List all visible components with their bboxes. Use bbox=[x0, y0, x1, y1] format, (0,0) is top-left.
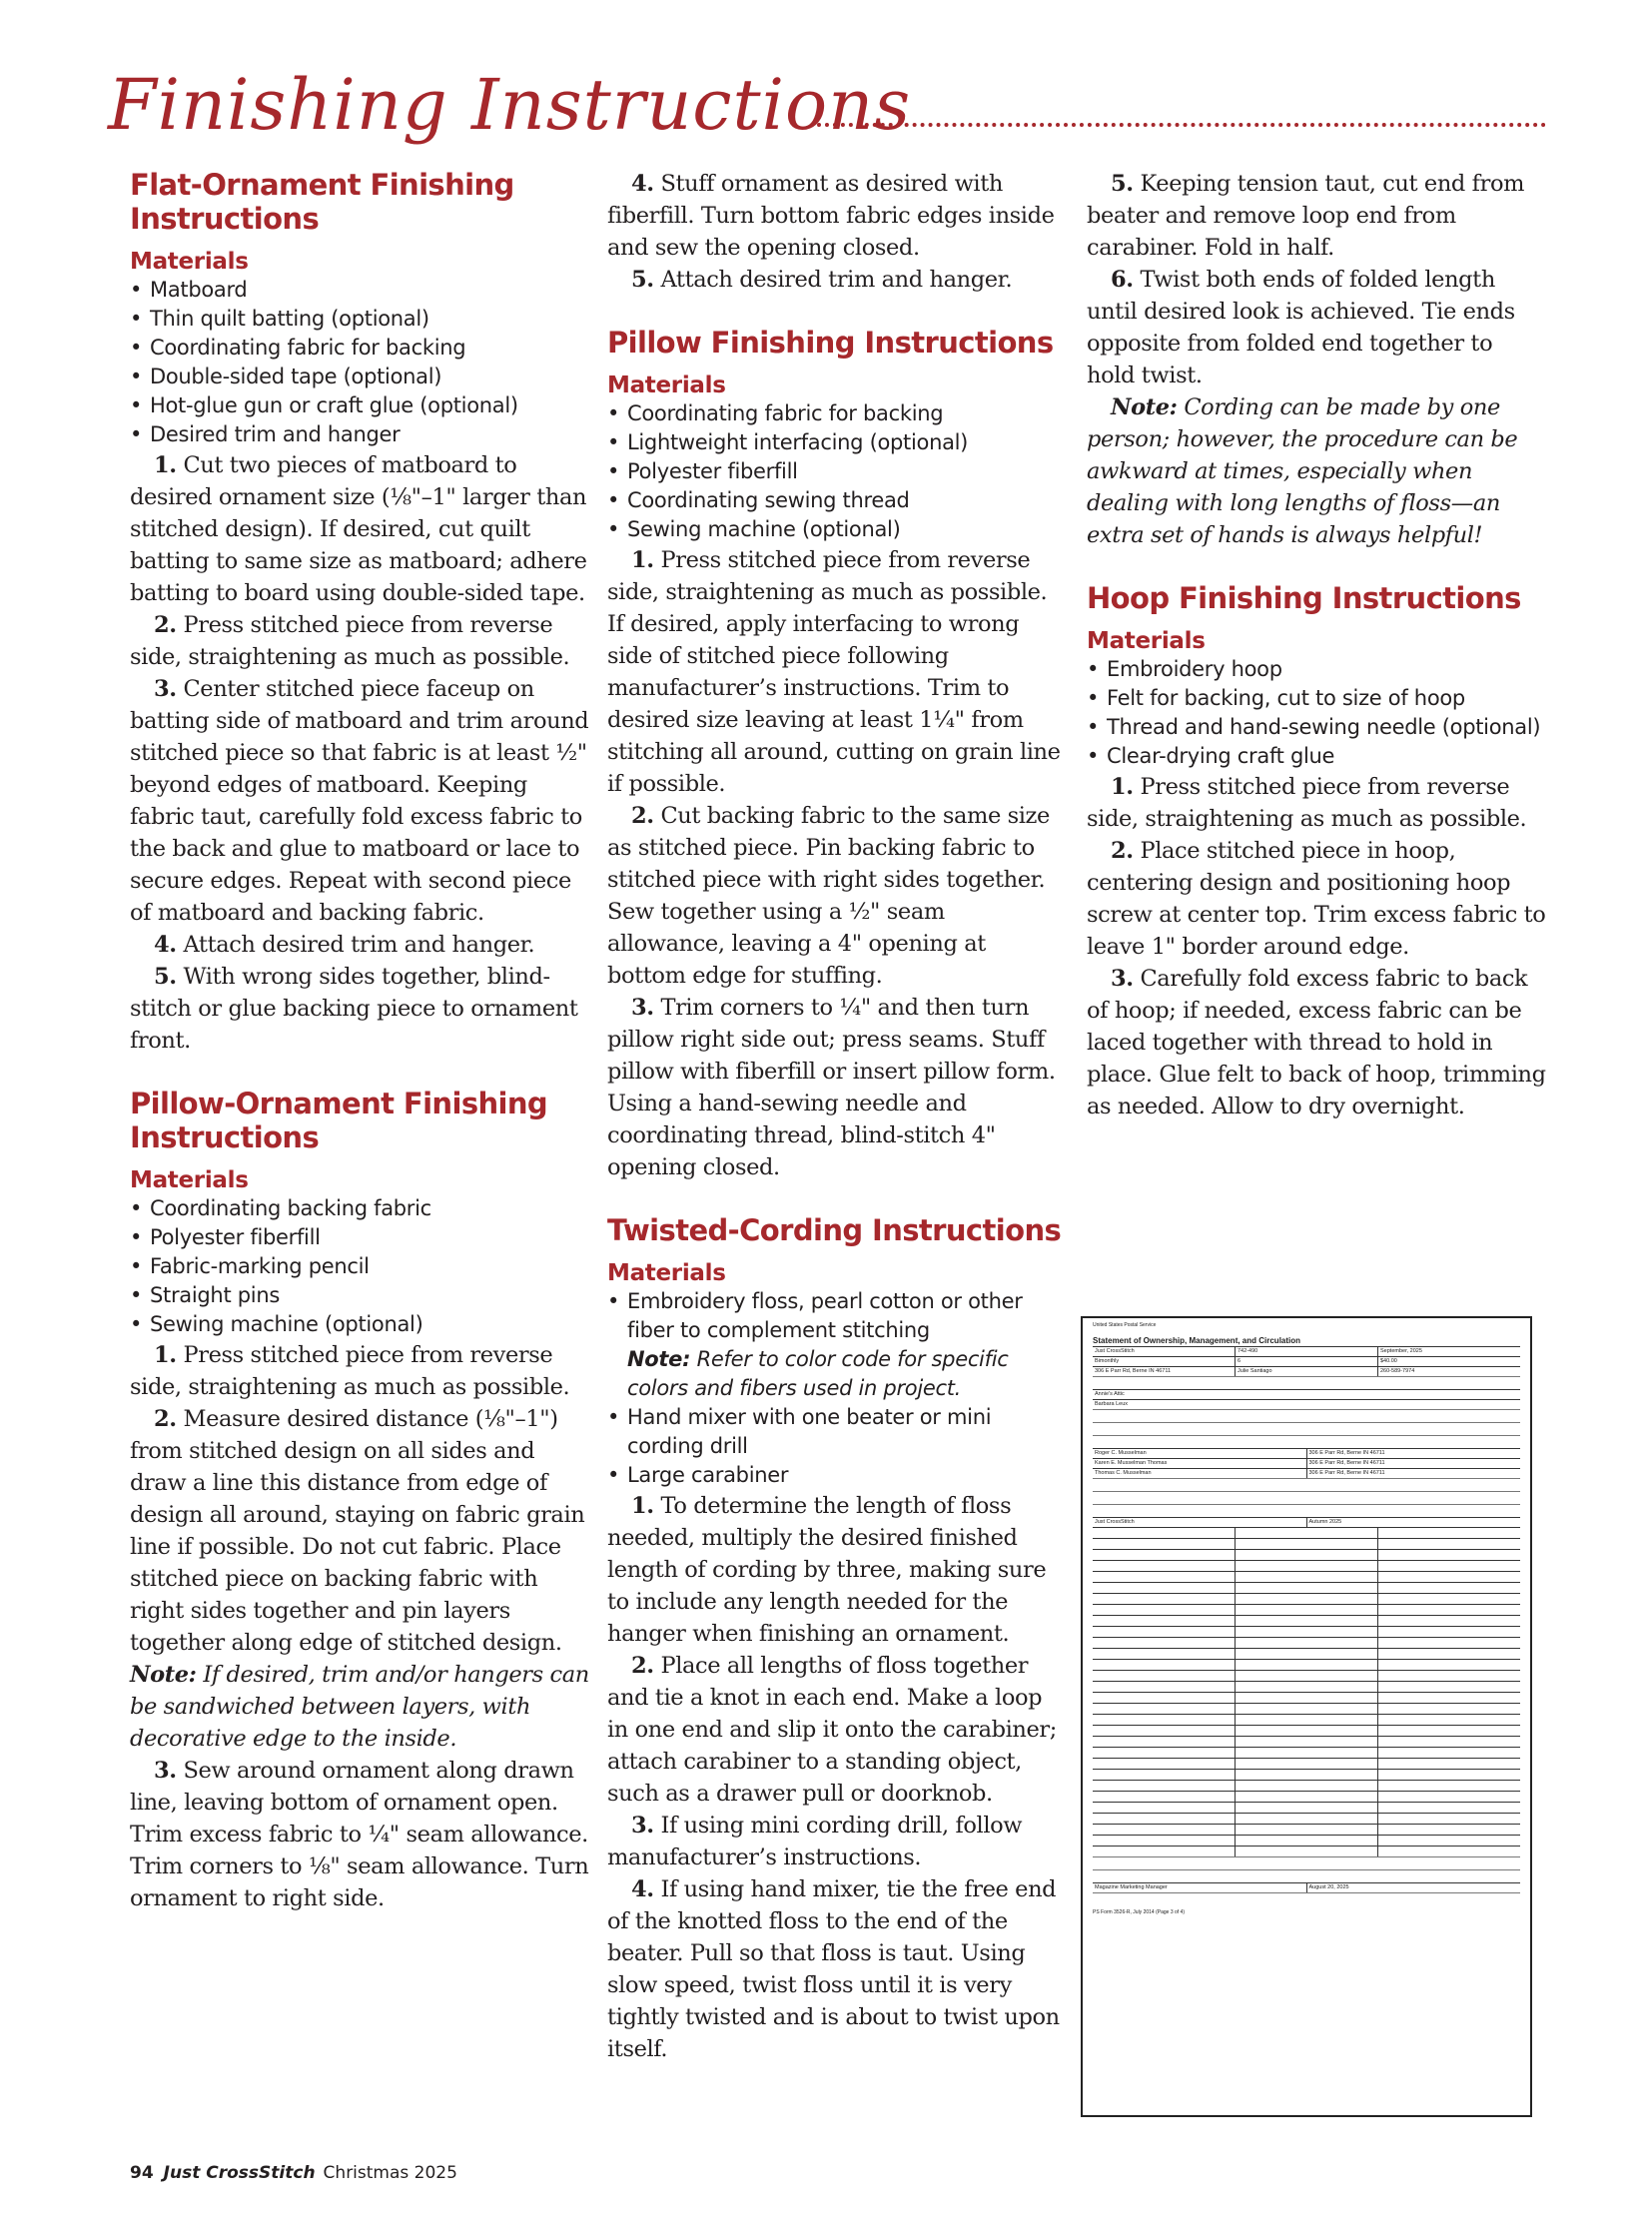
hoop-heading: Hoop Finishing Instructions bbox=[1087, 581, 1521, 615]
page-number: 94 bbox=[130, 2163, 154, 2183]
materials-list bbox=[607, 399, 1067, 544]
form-id: PS Form 3526-R, July 2014 (Page 3 of 4) bbox=[1093, 1909, 1185, 1915]
form-row: 306 E Parr Rd, Berne IN 46711 Julie Santiago 260-589-7974 bbox=[1093, 1366, 1520, 1376]
page-header bbox=[108, 60, 1546, 150]
list-item: • Matboard bbox=[130, 276, 589, 305]
list-item: • Hand mixer with one beater or mini cording drill bbox=[607, 1403, 1067, 1461]
step: 1. Press stitched piece from reverse side, straightening as much as possible. bbox=[1087, 774, 1527, 832]
column-2 bbox=[607, 168, 1067, 2095]
list-item: • Lightweight interfacing (optional) bbox=[607, 428, 1067, 457]
pillow-heading: Pillow Finishing Instructions bbox=[607, 326, 1054, 360]
materials-list bbox=[130, 276, 589, 449]
form-row: Barbara Leux bbox=[1093, 1399, 1520, 1409]
step: 2. Place stitched piece in hoop, centering design and positioning hoop screw at center top. Trim excess fabric to leave 1" border around edge. bbox=[1087, 838, 1546, 960]
step: 6. Twist both ends of folded length until desired look is achieved. Tie ends opposite from folded end together to hold twist. bbox=[1087, 267, 1515, 388]
list-item: • Thread and hand-sewing needle (optional) bbox=[1087, 713, 1546, 742]
materials-note: Note: Refer to color code for specific colors and fibers used in project. bbox=[627, 1347, 1009, 1400]
cording-note: Note: Cording can be made by one person; however, the procedure can be awkward at times, especially when dealing with long lengths of floss—an extra set of hands is always helpful! bbox=[1087, 394, 1518, 548]
step: 2. Press stitched piece from reverse side, straightening as much as possible. bbox=[130, 612, 570, 670]
column-3 bbox=[1087, 168, 1546, 1152]
list-item: • Polyester fiberfill bbox=[607, 457, 1067, 486]
step: 3. Center stitched piece faceup on batting side of matboard and trim around stitched piece so that fabric is at least ½" beyond edges of matboard. Keeping fabric taut, carefully fold excess fabric to the back and glue to matboard or lace to secure edges. Repeat with second piece of matboard and backing fabric. bbox=[130, 676, 589, 926]
list-item: • Sewing machine (optional) bbox=[607, 515, 1067, 544]
materials-list bbox=[607, 1403, 1067, 1490]
step: 2. Cut backing fabric to the same size as stitched piece. Pin backing fabric to stitched piece with right sides together. Sew together using a ½" seam allowance, leaving a 4" opening at bottom edge for stuffing. bbox=[607, 803, 1050, 989]
form-row: Bimonthly 6 $40.00 bbox=[1093, 1356, 1520, 1366]
materials-heading: Materials bbox=[607, 372, 726, 398]
form-row: Roger C. Musselman 306 E Parr Rd, Berne IN 46711 bbox=[1093, 1448, 1520, 1458]
list-item: • Large carabiner bbox=[607, 1461, 1067, 1490]
list-item: • Sewing machine (optional) bbox=[130, 1310, 589, 1339]
form-row: Annie's Attic bbox=[1093, 1389, 1520, 1399]
form-row: Thomas C. Musselman 306 E Parr Rd, Berne IN 46711 bbox=[1093, 1468, 1520, 1478]
ownership-statement-form bbox=[1081, 1316, 1532, 2117]
form-row: Just CrossStitch Autumn 2025 bbox=[1093, 1517, 1520, 1527]
list-item: • Embroidery hoop bbox=[1087, 655, 1546, 684]
twisted-cording-continued bbox=[1087, 168, 1546, 551]
step: 5. With wrong sides together, blind-stitch or glue backing piece to ornament front. bbox=[130, 964, 578, 1054]
twisted-cording-section bbox=[607, 1213, 1067, 2065]
step: 4. Stuff ornament as desired with fiberfill. Turn bottom fabric edges inside and sew the opening closed. bbox=[607, 171, 1055, 261]
header-dotted-rule bbox=[817, 123, 1546, 127]
materials-heading: Materials bbox=[130, 1167, 249, 1193]
materials-heading: Materials bbox=[1087, 628, 1206, 654]
list-item: • Clear-drying craft glue bbox=[1087, 742, 1546, 771]
step: 1. Press stitched piece from reverse side, straightening as much as possible. If desired, apply interfacing to wrong side of stitched piece following manufacturer’s instructions. Trim to desired size leaving at least 1¼" from stitching all around, cutting on grain line if possible. bbox=[607, 547, 1061, 797]
list-item: • Coordinating fabric for backing bbox=[607, 399, 1067, 428]
list-item: • Polyester fiberfill bbox=[130, 1223, 589, 1252]
list-item: • Embroidery floss, pearl cotton or other fiber to complement stitching bbox=[607, 1287, 1067, 1345]
step: 1. Cut two pieces of matboard to desired ornament size (⅛"–1" larger than stitched design). If desired, cut quilt batting to same size as matboard; adhere batting to board using double-sided tape. bbox=[130, 452, 587, 606]
list-item: • Straight pins bbox=[130, 1281, 589, 1310]
pillow-ornament-heading: Pillow-Ornament Finishing Instructions bbox=[130, 1087, 548, 1154]
page-title: Finishing Instructions bbox=[108, 64, 912, 146]
list-item: • Thin quilt batting (optional) bbox=[130, 305, 589, 334]
flat-ornament-heading: Flat-Ornament Finishing Instructions bbox=[130, 168, 514, 236]
step: 3. If using mini cording drill, follow manufacturer’s instructions. bbox=[607, 1813, 1023, 1870]
list-item: • Desired trim and hanger bbox=[130, 420, 589, 449]
pillow-ornament-section bbox=[130, 1087, 589, 1914]
list-item: • Double-sided tape (optional) bbox=[130, 363, 589, 391]
form-row: Just CrossStitch 742-490 September, 2025 bbox=[1093, 1346, 1520, 1356]
materials-list bbox=[607, 1287, 1067, 1345]
materials-list bbox=[1087, 655, 1546, 771]
page-footer bbox=[130, 2163, 457, 2183]
step: 5. Keeping tension taut, cut end from beater and remove loop end from carabiner. Fold in half. bbox=[1087, 171, 1525, 261]
list-item: • Felt for backing, cut to size of hoop bbox=[1087, 684, 1546, 713]
list-item: • Coordinating backing fabric bbox=[130, 1194, 589, 1223]
pillow-section bbox=[607, 326, 1067, 1183]
step: 3. Trim corners to ¼" and then turn pillow right side out; press seams. Stuff pillow with fiberfill or insert pillow form. Using a hand-sewing needle and coordinating thread, blind-stitch 4" opening closed. bbox=[607, 995, 1056, 1180]
step: 1. To determine the length of floss needed, multiply the desired finished length of cording by three, making sure to include any length needed for the hanger when finishing an ornament. bbox=[607, 1493, 1047, 1647]
column-1 bbox=[130, 168, 589, 1944]
list-item: • Hot-glue gun or craft glue (optional) bbox=[130, 391, 589, 420]
twisted-cording-heading: Twisted-Cording Instructions bbox=[607, 1213, 1062, 1247]
step: 1. Press stitched piece from reverse side, straightening as much as possible. bbox=[130, 1342, 570, 1400]
form-agency: United States Postal Service bbox=[1093, 1322, 1157, 1328]
form-row: Magazine Marketing Manager August 20, 2025 bbox=[1093, 1882, 1520, 1892]
magazine-name: Just CrossStitch bbox=[163, 2163, 316, 2183]
list-item: • Fabric-marking pencil bbox=[130, 1252, 589, 1281]
step: 3. Sew around ornament along drawn line, leaving bottom of ornament open. Trim excess fabric to ¼" seam allowance. Trim corners to ⅛" seam allowance. Turn ornament to right side. bbox=[130, 1758, 589, 1911]
materials-list bbox=[130, 1194, 589, 1339]
step: 2. Place all lengths of floss together and tie a knot in each end. Make a loop in one end and slip it onto the carabiner; attach carabiner to a standing object, such as a drawer pull or doorknob. bbox=[607, 1653, 1057, 1807]
hoop-section bbox=[1087, 581, 1546, 1122]
form-title: Statement of Ownership, Management, and Circulation bbox=[1093, 1336, 1301, 1345]
issue-name: Christmas 2025 bbox=[323, 2163, 457, 2183]
pillow-ornament-continued bbox=[607, 168, 1067, 296]
list-item: • Coordinating fabric for backing bbox=[130, 334, 589, 363]
step: 5. Attach desired trim and hanger. bbox=[631, 267, 1013, 293]
step: 4. If using hand mixer, tie the free end of the knotted floss to the end of the beater. Pull so that floss is taut. Using slow speed, twist floss until it is very tightly twisted and is about to twist upon itself. bbox=[607, 1876, 1060, 2062]
form-row: Karen E. Musselman Thomas 306 E Parr Rd, Berne IN 46711 bbox=[1093, 1458, 1520, 1468]
step: 4. Attach desired trim and hanger. bbox=[154, 932, 535, 958]
step: 2. Measure desired distance (⅛"–1") from stitched design on all sides and draw a line this distance from edge of design all around, staying on fabric grain line if possible. Do not cut fabric. Place stitched piece on backing fabric with right sides together and pin layers together along edge of stitched design. Note: If desired, trim and/or hangers can be sandwiched between layers, with decorative edge to the inside. bbox=[130, 1406, 589, 1752]
materials-heading: Materials bbox=[607, 1260, 726, 1286]
list-item: • Coordinating sewing thread bbox=[607, 486, 1067, 515]
step: 3. Carefully fold excess fabric to back of hoop; if needed, excess fabric can be laced together with thread to hold in place. Glue felt to back of hoop, trimming as needed. Allow to dry overnight. bbox=[1087, 966, 1546, 1119]
flat-ornament-section bbox=[130, 168, 589, 1057]
materials-heading: Materials bbox=[130, 249, 249, 275]
